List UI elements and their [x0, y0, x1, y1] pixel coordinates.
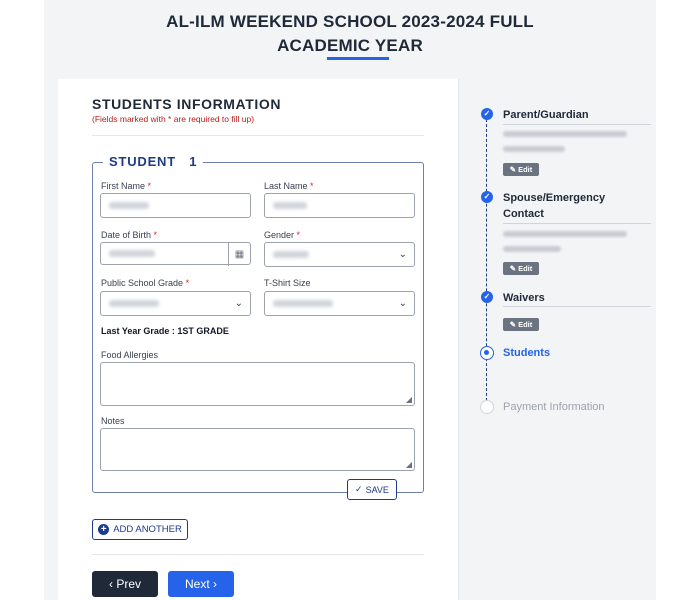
food-allergies-label: Food Allergies	[101, 350, 159, 360]
dob-input[interactable]	[100, 242, 251, 265]
title-underline	[327, 57, 389, 60]
step-active-indicator-icon	[480, 346, 494, 360]
save-button[interactable]	[347, 479, 397, 500]
gender-select[interactable]	[264, 242, 415, 267]
prev-button[interactable]	[92, 571, 158, 597]
gender-value-blurred	[273, 251, 309, 258]
student-legend	[103, 154, 203, 169]
section-title: STUDENTS INFORMATION	[92, 96, 282, 112]
grade-select[interactable]	[100, 291, 251, 316]
step-complete-check-icon: ✓	[481, 291, 493, 303]
parent-name-blurred	[503, 146, 565, 152]
first-name-value-blurred	[109, 202, 149, 209]
chevron-down-icon: ⌄	[398, 298, 407, 309]
page-title	[0, 10, 700, 58]
step-spouse-emergency[interactable]: Spouse/Emergency Contact	[503, 192, 606, 220]
chevron-right-icon: ›	[213, 577, 218, 591]
pencil-icon: ✎	[509, 165, 517, 174]
edit-spouse-button[interactable]: ✎ Edit	[503, 262, 539, 275]
grade-value-blurred	[109, 300, 159, 307]
save-button-label: SAVE	[365, 484, 389, 495]
prev-button-label: Prev	[116, 577, 142, 591]
page-title-line2: ACADEMIC YEAR	[277, 36, 423, 55]
chevron-down-icon: ⌄	[398, 249, 407, 260]
tshirt-value-blurred	[273, 300, 333, 307]
step-parent-guardian[interactable]: Parent/Guardian	[503, 109, 589, 121]
student-number: 1	[189, 154, 198, 169]
parent-email-blurred	[503, 131, 627, 137]
step-payment-information[interactable]: Payment Information	[503, 401, 605, 413]
step-complete-check-icon: ✓	[481, 191, 493, 203]
dob-label: Date of Birth *	[101, 230, 158, 240]
edit-waivers-button[interactable]: ✎ Edit	[503, 318, 539, 331]
resize-handle-icon[interactable]: ◢	[405, 460, 412, 469]
check-icon: ✓	[355, 484, 363, 494]
stepper-line	[486, 114, 487, 406]
divider	[92, 135, 424, 136]
plus-icon: +	[98, 524, 109, 535]
first-name-label: First Name *	[101, 181, 152, 191]
student-legend-label: STUDENT	[109, 154, 176, 169]
step-complete-check-icon: ✓	[481, 108, 493, 120]
step-waivers[interactable]: Waivers	[503, 292, 545, 304]
grade-label: Public School Grade *	[101, 278, 190, 288]
last-name-input[interactable]	[264, 193, 415, 218]
pencil-icon: ✎	[509, 264, 517, 273]
page-title-line1: AL-ILM WEEKEND SCHOOL 2023-2024 FULL	[166, 12, 534, 31]
step-divider	[503, 124, 651, 125]
first-name-input[interactable]	[100, 193, 251, 218]
stepper-panel	[458, 79, 656, 600]
notes-textarea[interactable]	[100, 428, 415, 471]
pencil-icon: ✎	[509, 320, 517, 329]
edit-parent-button[interactable]: ✎ Edit	[503, 163, 539, 176]
resize-handle-icon[interactable]: ◢	[405, 395, 412, 404]
step-pending-indicator-icon	[480, 400, 494, 414]
last-year-grade: Last Year Grade : 1ST GRADE	[101, 326, 229, 336]
divider	[92, 554, 424, 555]
last-name-label: Last Name *	[264, 181, 314, 191]
step-divider	[503, 223, 651, 224]
chevron-down-icon: ⌄	[234, 298, 243, 309]
step-divider	[503, 306, 651, 307]
next-button-label: Next	[184, 577, 210, 591]
next-button[interactable]	[168, 571, 234, 597]
calendar-icon[interactable]: ▦	[228, 243, 250, 266]
tshirt-label: T-Shirt Size	[264, 278, 311, 288]
add-another-label: ADD ANOTHER	[113, 524, 182, 535]
chevron-left-icon: ‹	[108, 577, 113, 591]
step-students[interactable]: Students	[503, 347, 551, 359]
dob-value-blurred	[109, 250, 155, 257]
spouse-email-blurred	[503, 231, 627, 237]
gender-label: Gender *	[264, 230, 301, 240]
notes-label: Notes	[101, 416, 125, 426]
last-name-value-blurred	[273, 202, 307, 209]
add-another-button[interactable]	[92, 519, 188, 540]
tshirt-select[interactable]	[264, 291, 415, 316]
food-allergies-textarea[interactable]	[100, 362, 415, 406]
section-subtitle: (Fields marked with * are required to fill up)	[92, 114, 255, 124]
spouse-name-blurred	[503, 246, 561, 252]
